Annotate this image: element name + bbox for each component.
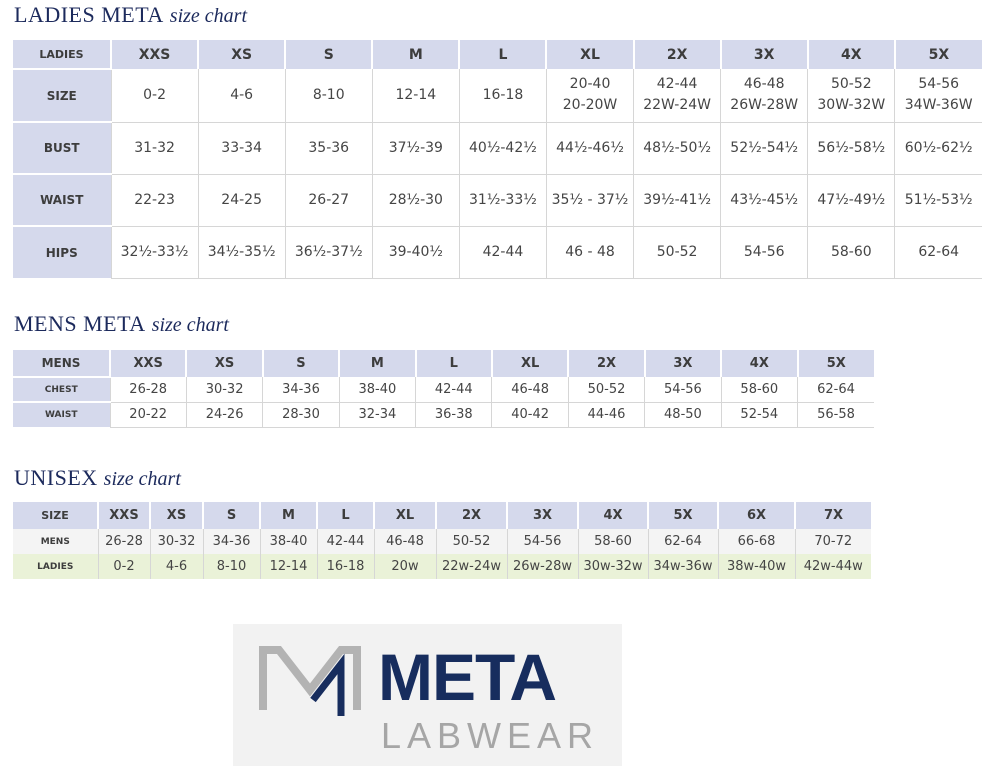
ladies-cell bbox=[546, 69, 633, 122]
mens-size-header: 2X bbox=[568, 350, 644, 377]
mens-size-header: L bbox=[416, 350, 492, 377]
mens-size-header: XS bbox=[186, 350, 262, 377]
ladies-row-size bbox=[13, 69, 982, 122]
ladies-cell-line: 34W-36W bbox=[904, 97, 973, 114]
ladies-cell bbox=[459, 174, 546, 226]
ladies-cell bbox=[111, 122, 198, 174]
ladies-cell-line: 39-40½ bbox=[388, 243, 443, 260]
ladies-size-header: M bbox=[372, 40, 459, 69]
logo-wordmark: META bbox=[378, 640, 557, 714]
unisex-cell: 38w-40w bbox=[718, 554, 795, 579]
unisex-size-header: 2X bbox=[436, 502, 507, 529]
ladies-cell bbox=[459, 69, 546, 122]
ladies-cell-line: 43½-45½ bbox=[730, 191, 799, 208]
unisex-size-header: XXS bbox=[98, 502, 150, 529]
mens-corner-label: MENS bbox=[13, 350, 110, 377]
ladies-cell-line: 58-60 bbox=[830, 243, 872, 260]
mens-size-header: 4X bbox=[721, 350, 797, 377]
ladies-cell-line: 50-52 bbox=[656, 243, 698, 260]
ladies-cell bbox=[895, 226, 982, 278]
mens-row-label: CHEST bbox=[13, 377, 110, 402]
unisex-cell: 22w-24w bbox=[436, 554, 507, 579]
ladies-cell bbox=[111, 174, 198, 226]
unisex-cell: 66-68 bbox=[718, 529, 795, 554]
ladies-cell-line: 47½-49½ bbox=[817, 191, 886, 208]
unisex-cell: 62-64 bbox=[648, 529, 718, 554]
mens-size-header: M bbox=[339, 350, 415, 377]
ladies-cell bbox=[372, 69, 459, 122]
unisex-size-header: XS bbox=[150, 502, 203, 529]
ladies-row-label: SIZE bbox=[13, 69, 111, 122]
ladies-row-label: BUST bbox=[13, 122, 111, 174]
unisex-row-label: MENS bbox=[40, 536, 70, 547]
unisex-size-header: S bbox=[203, 502, 260, 529]
ladies-cell bbox=[198, 174, 285, 226]
unisex-section-title bbox=[14, 465, 181, 492]
mens-size-table bbox=[13, 350, 874, 428]
unisex-cell: 38-40 bbox=[260, 529, 317, 554]
ladies-cell-line: 30W-32W bbox=[817, 97, 886, 114]
ladies-cell-line: 48½-50½ bbox=[643, 139, 712, 156]
ladies-cell-line: 32½-33½ bbox=[120, 243, 189, 260]
mens-header-row bbox=[13, 350, 874, 377]
ladies-cell-line: 20-40 bbox=[569, 76, 611, 93]
mens-cell: 28-30 bbox=[263, 402, 339, 427]
mens-cell: 24-26 bbox=[186, 402, 262, 427]
unisex-title-caps: UNISEX bbox=[14, 465, 98, 490]
ladies-cell bbox=[808, 174, 895, 226]
ladies-cell-line: 60½-62½ bbox=[904, 139, 973, 156]
ladies-size-header: XL bbox=[546, 40, 633, 69]
ladies-cell-line: 35-36 bbox=[308, 139, 350, 156]
unisex-size-header: M bbox=[260, 502, 317, 529]
unisex-cell: 70-72 bbox=[795, 529, 871, 554]
ladies-cell-line: 62-64 bbox=[918, 243, 960, 260]
ladies-cell bbox=[285, 69, 372, 122]
ladies-cell-line: 16-18 bbox=[482, 86, 524, 103]
ladies-size-table bbox=[13, 40, 982, 279]
ladies-cell-line: 56½-58½ bbox=[817, 139, 886, 156]
ladies-cell bbox=[285, 122, 372, 174]
ladies-cell bbox=[808, 226, 895, 278]
ladies-cell bbox=[721, 226, 808, 278]
unisex-cell: 34-36 bbox=[203, 529, 260, 554]
mens-size-header: XL bbox=[492, 350, 568, 377]
mens-cell: 52-54 bbox=[721, 402, 797, 427]
ladies-section-title bbox=[14, 2, 247, 29]
mens-row-label: WAIST bbox=[13, 402, 110, 427]
ladies-cell-line: 44½-46½ bbox=[556, 139, 624, 156]
ladies-cell bbox=[546, 122, 633, 174]
unisex-cell: 0-2 bbox=[98, 554, 150, 579]
unisex-cell: 12-14 bbox=[260, 554, 317, 579]
ladies-cell bbox=[372, 174, 459, 226]
ladies-cell-line: 35½ - 37½ bbox=[551, 191, 629, 208]
ladies-cell bbox=[546, 174, 633, 226]
ladies-cell-line: 37½-39 bbox=[388, 139, 443, 156]
unisex-size-header: 5X bbox=[648, 502, 718, 529]
ladies-cell-line: 0-2 bbox=[143, 86, 166, 103]
ladies-cell-line: 52½-54½ bbox=[730, 139, 799, 156]
ladies-cell-line: 50-52 bbox=[830, 76, 872, 93]
ladies-cell bbox=[546, 226, 633, 278]
ladies-cell-line: 33-34 bbox=[221, 139, 262, 156]
ladies-size-header: 4X bbox=[808, 40, 895, 69]
mens-size-header: 3X bbox=[645, 350, 721, 377]
ladies-size-header: XS bbox=[198, 40, 285, 69]
unisex-cell: 8-10 bbox=[203, 554, 260, 579]
ladies-row-bust bbox=[13, 122, 982, 174]
ladies-cell-line: 51½-53½ bbox=[904, 191, 973, 208]
ladies-cell bbox=[634, 69, 721, 122]
ladies-cell bbox=[198, 122, 285, 174]
mens-cell: 32-34 bbox=[339, 402, 415, 427]
ladies-cell-line: 39½-41½ bbox=[643, 191, 712, 208]
unisex-size-header: 7X bbox=[795, 502, 871, 529]
ladies-row-waist bbox=[13, 174, 982, 226]
ladies-cell-line: 36½-37½ bbox=[294, 243, 363, 260]
ladies-cell-line: 46-48 bbox=[743, 76, 785, 93]
ladies-cell-line: 46 - 48 bbox=[565, 243, 615, 260]
unisex-corner-label: SIZE bbox=[13, 502, 98, 529]
ladies-cell-line: 8-10 bbox=[312, 86, 345, 103]
ladies-cell-line: 31-32 bbox=[134, 139, 175, 156]
unisex-cell: 46-48 bbox=[374, 529, 436, 554]
unisex-cell: 54-56 bbox=[507, 529, 578, 554]
unisex-size-header: 3X bbox=[507, 502, 578, 529]
ladies-cell bbox=[198, 69, 285, 122]
ladies-cell-line: 40½-42½ bbox=[469, 139, 537, 156]
unisex-row-label: LADIES bbox=[37, 561, 74, 572]
ladies-cell bbox=[111, 69, 198, 122]
ladies-cell bbox=[895, 69, 982, 122]
mens-cell: 38-40 bbox=[339, 377, 415, 402]
mens-title-italic: size chart bbox=[151, 314, 229, 336]
ladies-cell-line: 34½-35½ bbox=[207, 243, 276, 260]
unisex-size-table bbox=[13, 502, 871, 579]
ladies-cell bbox=[111, 226, 198, 278]
ladies-cell-line: 42-44 bbox=[656, 76, 698, 93]
mens-cell: 26-28 bbox=[110, 377, 186, 402]
mens-cell: 58-60 bbox=[721, 377, 797, 402]
mens-cell: 56-58 bbox=[798, 402, 874, 427]
unisex-size-header: L bbox=[317, 502, 374, 529]
unisex-row-ladies bbox=[13, 554, 871, 579]
mens-cell: 34-36 bbox=[263, 377, 339, 402]
ladies-cell-line: 26-27 bbox=[308, 191, 350, 208]
mens-cell: 50-52 bbox=[568, 377, 644, 402]
ladies-cell bbox=[459, 226, 546, 278]
mens-row-waist bbox=[13, 402, 874, 427]
mens-title-caps: MENS META bbox=[14, 311, 146, 336]
ladies-corner-label: LADIES bbox=[13, 40, 111, 69]
ladies-row-label: WAIST bbox=[13, 174, 111, 226]
ladies-cell-line: 42-44 bbox=[482, 243, 524, 260]
ladies-cell bbox=[372, 122, 459, 174]
ladies-cell-line: 54-56 bbox=[743, 243, 785, 260]
mens-size-header: XXS bbox=[110, 350, 186, 377]
ladies-title-italic: size chart bbox=[169, 5, 247, 27]
unisex-cell: 26w-28w bbox=[507, 554, 578, 579]
ladies-cell-line: 12-14 bbox=[395, 86, 437, 103]
mens-cell: 46-48 bbox=[492, 377, 568, 402]
mens-size-header: 5X bbox=[798, 350, 874, 377]
ladies-cell-line: 31½-33½ bbox=[469, 191, 537, 208]
ladies-cell bbox=[721, 122, 808, 174]
ladies-cell bbox=[895, 174, 982, 226]
ladies-cell bbox=[372, 226, 459, 278]
mens-cell: 62-64 bbox=[798, 377, 874, 402]
ladies-cell-line: 22W-24W bbox=[643, 97, 712, 114]
ladies-cell bbox=[808, 69, 895, 122]
unisex-cell: 58-60 bbox=[578, 529, 648, 554]
ladies-cell bbox=[808, 122, 895, 174]
mens-cell: 42-44 bbox=[416, 377, 492, 402]
logo-subtitle: LABWEAR bbox=[381, 715, 600, 756]
unisex-cell: 30w-32w bbox=[578, 554, 648, 579]
mens-cell: 20-22 bbox=[110, 402, 186, 427]
ladies-cell bbox=[721, 174, 808, 226]
unisex-cell: 34w-36w bbox=[648, 554, 718, 579]
unisex-cell: 4-6 bbox=[150, 554, 203, 579]
ladies-cell bbox=[285, 174, 372, 226]
unisex-body bbox=[13, 529, 871, 579]
ladies-cell-line: 24-25 bbox=[221, 191, 262, 208]
ladies-cell-line: 28½-30 bbox=[388, 191, 443, 208]
ladies-size-header: 3X bbox=[721, 40, 808, 69]
unisex-cell: 30-32 bbox=[150, 529, 203, 554]
mens-cell: 54-56 bbox=[645, 377, 721, 402]
ladies-cell bbox=[721, 69, 808, 122]
ladies-title-caps: LADIES META bbox=[14, 2, 164, 27]
ladies-cell-line: 54-56 bbox=[918, 76, 960, 93]
ladies-body bbox=[13, 69, 982, 278]
ladies-size-header: S bbox=[285, 40, 372, 69]
ladies-cell bbox=[198, 226, 285, 278]
ladies-cell-line: 4-6 bbox=[230, 86, 254, 103]
ladies-cell bbox=[459, 122, 546, 174]
unisex-cell: 26-28 bbox=[98, 529, 150, 554]
ladies-cell bbox=[285, 226, 372, 278]
ladies-row-label: HIPS bbox=[13, 226, 111, 278]
mens-section-title bbox=[14, 311, 229, 338]
ladies-size-header: 5X bbox=[895, 40, 982, 69]
unisex-size-header: 4X bbox=[578, 502, 648, 529]
ladies-cell-line: 22-23 bbox=[134, 191, 175, 208]
mens-body bbox=[13, 377, 874, 427]
mens-size-header: S bbox=[263, 350, 339, 377]
unisex-header-row bbox=[13, 502, 871, 529]
unisex-cell: 20w bbox=[374, 554, 436, 579]
mens-cell: 44-46 bbox=[568, 402, 644, 427]
unisex-cell: 42w-44w bbox=[795, 554, 871, 579]
unisex-title-italic: size chart bbox=[103, 468, 181, 490]
ladies-cell-line: 26W-28W bbox=[730, 97, 799, 114]
ladies-size-header: 2X bbox=[634, 40, 721, 69]
ladies-size-header: XXS bbox=[111, 40, 198, 69]
unisex-size-header: XL bbox=[374, 502, 436, 529]
ladies-cell bbox=[634, 174, 721, 226]
meta-labwear-logo bbox=[233, 624, 622, 766]
unisex-row-mens bbox=[13, 529, 871, 554]
mens-cell: 30-32 bbox=[186, 377, 262, 402]
ladies-size-header: L bbox=[459, 40, 546, 69]
unisex-cell: 42-44 bbox=[317, 529, 374, 554]
ladies-header-row bbox=[13, 40, 982, 69]
ladies-cell-line: 20-20W bbox=[562, 97, 618, 114]
ladies-cell bbox=[634, 122, 721, 174]
mens-row-chest bbox=[13, 377, 874, 402]
mens-cell: 48-50 bbox=[645, 402, 721, 427]
unisex-size-header: 6X bbox=[718, 502, 795, 529]
mens-cell: 40-42 bbox=[492, 402, 568, 427]
unisex-cell: 50-52 bbox=[436, 529, 507, 554]
ladies-cell bbox=[895, 122, 982, 174]
mens-cell: 36-38 bbox=[416, 402, 492, 427]
unisex-cell: 16-18 bbox=[317, 554, 374, 579]
ladies-cell bbox=[634, 226, 721, 278]
ladies-row-hips bbox=[13, 226, 982, 278]
